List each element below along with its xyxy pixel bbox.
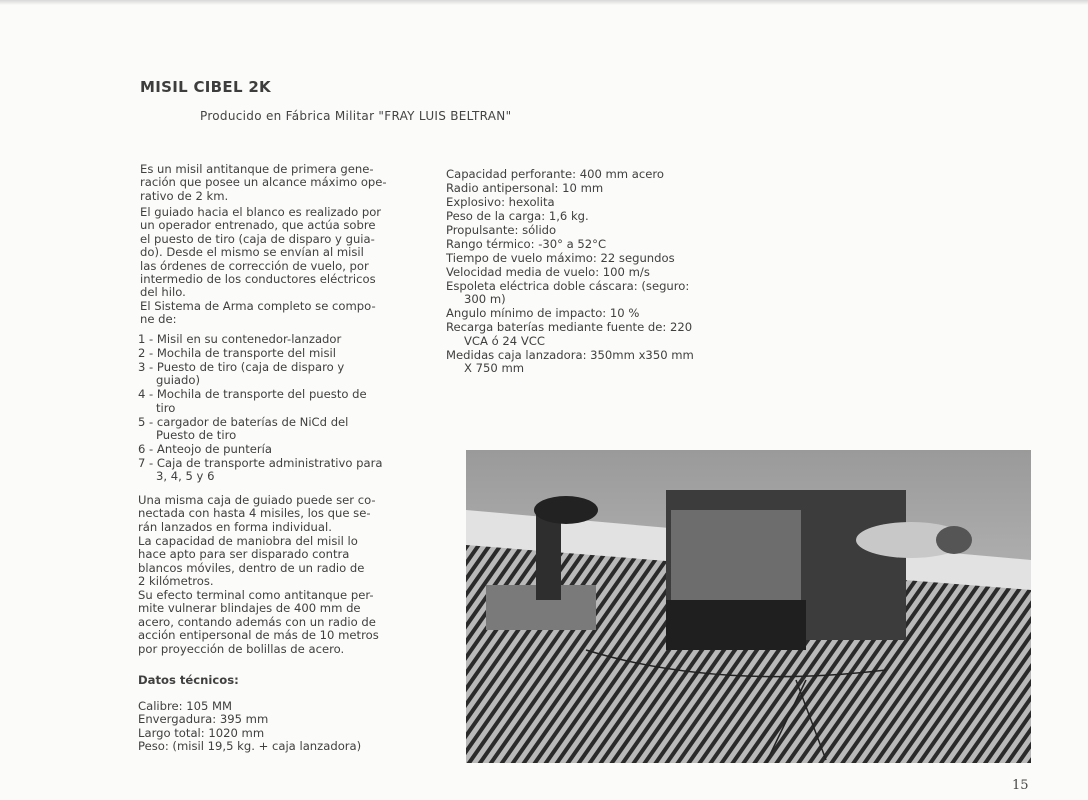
list-item-line: 6 - Anteojo de puntería [138,442,272,457]
text-line: acción entipersonal de más de 10 metros [138,628,379,643]
list-item-line: 300 m) [464,292,506,307]
list-item-line: Espoleta eléctrica doble cáscara: (seguro: [446,278,690,293]
list-item-line: 3, 4, 5 y 6 [156,469,215,484]
text-line: El Sistema de Arma completo se compo- [140,299,376,313]
text-line: 2 kilómetros. [138,574,214,589]
text-line: hace apto para ser disparado contra [138,547,350,562]
photo-illustration [466,450,1031,763]
list-item-line: Peso de la carga: 1,6 kg. [446,208,589,223]
list-item-line: Propulsante: sólido [446,222,557,237]
list-item-line: 1 - Misil en su contenedor-lanzador [138,332,342,346]
list-item [446,321,694,348]
list-item-line: Recarga baterías mediante fuente de: 220 [446,320,693,335]
text-line: Calibre: 105 MM [138,699,233,713]
list-item-line: 3 - Puesto de tiro (caja de disparo y [138,359,345,374]
system-paragraph [140,300,376,327]
scan-edge [0,0,1088,5]
text-line: do). Desde el mismo se envían al misil [140,245,364,260]
text-line: Envergadura: 395 mm [138,712,269,727]
list-item-line: Medidas caja lanzadora: 350mm x350 mm [446,347,694,362]
text-line: nectada con hasta 4 misiles, los que se- [138,506,371,521]
text-line: Peso: (misil 19,5 kg. + caja lanzadora) [138,739,362,754]
list-item [446,238,694,251]
list-item-line: Capacidad perforante: 400 mm acero [446,167,664,181]
list-item-line: Puesto de tiro [156,428,237,443]
text-line: rán lanzados en forma individual. [138,519,332,534]
list-item-line: 7 - Caja de transporte administrativo para [138,456,383,471]
text-line: blancos móviles, dentro de un radio de [138,560,365,575]
list-item-line: 5 - cargador de baterías de NiCd del [138,414,349,429]
text-line: mite vulnerar blindajes de 400 mm de [138,601,361,616]
text-line: El guiado hacia el blanco es realizado por [140,205,382,219]
text-line: las órdenes de corrección de vuelo, por [140,258,369,273]
list-item-line: Tiempo de vuelo máximo: 22 segundos [446,250,675,265]
list-item-line: 2 - Mochila de transporte del misil [138,345,336,360]
list-item [138,443,382,456]
text-line: rativo de 2 km. [140,188,229,203]
technical-specs-left [138,700,361,754]
list-item-line: Radio antipersonal: 10 mm [446,180,604,195]
list-item-line: 4 - Mochila de transporte del puesto de [138,387,367,402]
text-line: ración que posee un alcance máximo ope- [140,175,387,190]
list-item [446,182,694,195]
text-line: Largo total: 1020 mm [138,725,265,740]
page-number: 15 [1012,778,1029,793]
list-item [446,349,694,376]
list-item [446,252,694,265]
list-item [138,361,382,388]
list-item [446,210,694,223]
list-item-line: Velocidad media de vuelo: 100 m/s [446,264,650,279]
missile-system-photo [466,450,1031,763]
list-item-line: guiado) [156,373,201,388]
text-line: Una misma caja de guiado puede ser co- [138,493,376,507]
list-item [138,347,382,360]
list-item [138,333,382,346]
text-line: Es un misil antitanque de primera gene- [140,162,374,176]
text-line: ne de: [140,312,177,327]
list-item [446,224,694,237]
guidance-paragraph [140,206,381,300]
list-item-line: VCA ó 24 VCC [464,333,545,348]
text-line: del hilo. [140,285,186,300]
list-item [446,280,694,307]
text-line: Su efecto terminal como antitanque per- [138,588,374,602]
intro-paragraph [140,163,387,203]
text-line: intermedio de los conductores eléctricos [140,271,376,286]
page-subtitle: Producido en Fábrica Militar "FRAY LUIS BELTRAN" [200,109,512,123]
text-line: acero, contando además con un radio de [138,614,376,629]
list-item-line: tiro [156,400,176,415]
list-item [446,266,694,279]
list-item [446,196,694,209]
list-item [138,457,382,484]
list-item-line: Rango térmico: -30° a 52°C [446,236,607,251]
list-item-line: Angulo mínimo de impacto: 10 % [446,306,640,321]
text-line: el puesto de tiro (caja de disparo y guia- [140,231,375,246]
list-item-line: Explosivo: hexolita [446,194,555,209]
list-item [138,388,382,415]
list-item [446,168,694,181]
technical-data-heading: Datos técnicos: [138,673,239,687]
terminal-effect-paragraph [138,589,379,656]
text-line: un operador entrenado, que actúa sobre [140,218,376,233]
guidance-box-paragraph [138,494,376,534]
components-list [138,333,382,484]
text-line: por proyección de bolillas de acero. [138,641,345,656]
list-item [446,307,694,320]
text-line: La capacidad de maniobra del misil lo [138,534,358,548]
list-item-line: X 750 mm [464,361,525,375]
list-item [138,416,382,443]
page-title: MISIL CIBEL 2K [140,78,271,96]
technical-specs-right [446,168,694,376]
maneuver-paragraph [138,535,364,589]
